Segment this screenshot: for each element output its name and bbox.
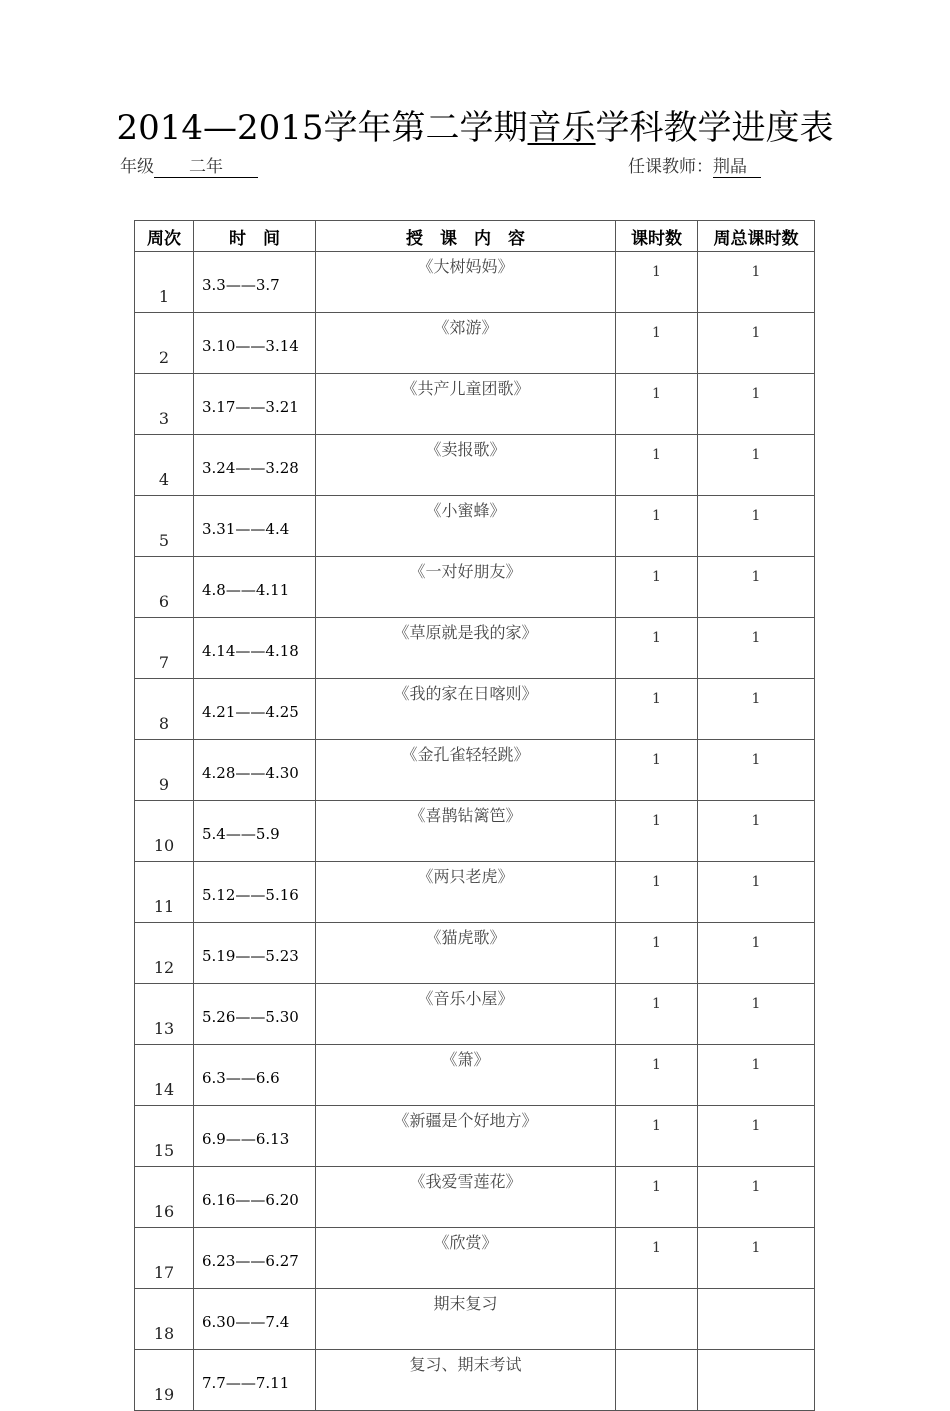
header-row bbox=[135, 221, 815, 252]
hours-cell: 1 bbox=[616, 801, 698, 862]
weekly-total-cell: 1 bbox=[698, 1045, 815, 1106]
table-row bbox=[135, 862, 815, 923]
weekly-total-cell: 1 bbox=[698, 374, 815, 435]
hours-cell: 1 bbox=[616, 313, 698, 374]
week-cell: 19 bbox=[135, 1350, 194, 1411]
content-cell: 《大树妈妈》 bbox=[316, 252, 616, 313]
table-row bbox=[135, 679, 815, 740]
table-row bbox=[135, 618, 815, 679]
weekly-total-cell: 1 bbox=[698, 1167, 815, 1228]
weekly-total-cell: 1 bbox=[698, 313, 815, 374]
time-cell: 5.12——5.16 bbox=[194, 862, 316, 923]
weekly-total-cell: 1 bbox=[698, 435, 815, 496]
week-cell: 5 bbox=[135, 496, 194, 557]
hours-cell: 1 bbox=[616, 679, 698, 740]
hours-cell: 1 bbox=[616, 496, 698, 557]
weekly-total-cell: 1 bbox=[698, 618, 815, 679]
grade-value: 二年 bbox=[154, 152, 258, 178]
hours-cell: 1 bbox=[616, 984, 698, 1045]
table-row bbox=[135, 1045, 815, 1106]
week-cell: 16 bbox=[135, 1167, 194, 1228]
time-cell: 6.23——6.27 bbox=[194, 1228, 316, 1289]
time-cell: 4.14——4.18 bbox=[194, 618, 316, 679]
week-cell: 1 bbox=[135, 252, 194, 313]
table-row bbox=[135, 740, 815, 801]
week-cell: 4 bbox=[135, 435, 194, 496]
table-row bbox=[135, 252, 815, 313]
hours-cell: 1 bbox=[616, 740, 698, 801]
time-cell: 6.16——6.20 bbox=[194, 1167, 316, 1228]
hours-cell: 1 bbox=[616, 557, 698, 618]
week-cell: 8 bbox=[135, 679, 194, 740]
hours-cell: 1 bbox=[616, 923, 698, 984]
time-cell: 5.19——5.23 bbox=[194, 923, 316, 984]
content-cell: 《草原就是我的家》 bbox=[316, 618, 616, 679]
hours-cell: 1 bbox=[616, 1106, 698, 1167]
hours-cell: 1 bbox=[616, 252, 698, 313]
weekly-total-cell: 1 bbox=[698, 1106, 815, 1167]
title-subject: 音乐 bbox=[527, 108, 596, 148]
hours-cell bbox=[616, 1350, 698, 1411]
content-cell: 《一对好朋友》 bbox=[316, 557, 616, 618]
table-row bbox=[135, 374, 815, 435]
hours-cell: 1 bbox=[616, 618, 698, 679]
week-cell: 15 bbox=[135, 1106, 194, 1167]
weekly-total-cell: 1 bbox=[698, 801, 815, 862]
table-row bbox=[135, 1289, 815, 1350]
time-cell: 6.3——6.6 bbox=[194, 1045, 316, 1106]
table-row bbox=[135, 1106, 815, 1167]
content-cell: 期末复习 bbox=[316, 1289, 616, 1350]
content-cell: 《我的家在日喀则》 bbox=[316, 679, 616, 740]
week-cell: 13 bbox=[135, 984, 194, 1045]
hours-cell bbox=[616, 1289, 698, 1350]
week-cell: 3 bbox=[135, 374, 194, 435]
week-cell: 12 bbox=[135, 923, 194, 984]
week-cell: 9 bbox=[135, 740, 194, 801]
time-cell: 4.21——4.25 bbox=[194, 679, 316, 740]
hours-cell: 1 bbox=[616, 862, 698, 923]
page-title bbox=[0, 100, 950, 149]
content-cell: 《音乐小屋》 bbox=[316, 984, 616, 1045]
table-row bbox=[135, 496, 815, 557]
week-cell: 6 bbox=[135, 557, 194, 618]
content-cell: 《新疆是个好地方》 bbox=[316, 1106, 616, 1167]
grade-label: 年级 bbox=[120, 157, 154, 177]
content-cell: 《箫》 bbox=[316, 1045, 616, 1106]
content-cell: 《猫虎歌》 bbox=[316, 923, 616, 984]
weekly-total-cell: 1 bbox=[698, 984, 815, 1045]
week-cell: 11 bbox=[135, 862, 194, 923]
hours-cell: 1 bbox=[616, 1045, 698, 1106]
content-cell: 《我爱雪莲花》 bbox=[316, 1167, 616, 1228]
time-cell: 3.10——3.14 bbox=[194, 313, 316, 374]
weekly-total-cell bbox=[698, 1350, 815, 1411]
week-cell: 14 bbox=[135, 1045, 194, 1106]
weekly-total-cell: 1 bbox=[698, 252, 815, 313]
table-row bbox=[135, 313, 815, 374]
time-cell: 4.28——4.30 bbox=[194, 740, 316, 801]
hours-cell: 1 bbox=[616, 1228, 698, 1289]
table-row bbox=[135, 1167, 815, 1228]
weekly-total-cell bbox=[698, 1289, 815, 1350]
teacher-label: 任课教师： bbox=[628, 157, 713, 177]
weekly-total-cell: 1 bbox=[698, 1228, 815, 1289]
header-hours: 课时数 bbox=[616, 221, 698, 252]
hours-cell: 1 bbox=[616, 435, 698, 496]
time-cell: 3.31——4.4 bbox=[194, 496, 316, 557]
content-cell: 《郊游》 bbox=[316, 313, 616, 374]
time-cell: 4.8——4.11 bbox=[194, 557, 316, 618]
header-week: 周次 bbox=[135, 221, 194, 252]
weekly-total-cell: 1 bbox=[698, 679, 815, 740]
weekly-total-cell: 1 bbox=[698, 862, 815, 923]
table-row bbox=[135, 435, 815, 496]
schedule-table bbox=[134, 220, 815, 1411]
time-cell: 6.9——6.13 bbox=[194, 1106, 316, 1167]
title-prefix: 2014—2015学年第二学期 bbox=[116, 108, 528, 148]
weekly-total-cell: 1 bbox=[698, 557, 815, 618]
header-weekly-total: 周总课时数 bbox=[698, 221, 815, 252]
week-cell: 7 bbox=[135, 618, 194, 679]
table-row bbox=[135, 923, 815, 984]
table-row bbox=[135, 557, 815, 618]
content-cell: 《喜鹊钻篱笆》 bbox=[316, 801, 616, 862]
week-cell: 2 bbox=[135, 313, 194, 374]
week-cell: 17 bbox=[135, 1228, 194, 1289]
title-suffix: 学科教学进度表 bbox=[595, 108, 834, 148]
header-content: 授 课 内 容 bbox=[316, 221, 616, 252]
content-cell: 《卖报歌》 bbox=[316, 435, 616, 496]
content-cell: 《小蜜蜂》 bbox=[316, 496, 616, 557]
content-cell: 复习、期末考试 bbox=[316, 1350, 616, 1411]
time-cell: 6.30——7.4 bbox=[194, 1289, 316, 1350]
time-cell: 5.4——5.9 bbox=[194, 801, 316, 862]
table-row bbox=[135, 1228, 815, 1289]
week-cell: 18 bbox=[135, 1289, 194, 1350]
time-cell: 3.3——3.7 bbox=[194, 252, 316, 313]
content-cell: 《两只老虎》 bbox=[316, 862, 616, 923]
content-cell: 《欣赏》 bbox=[316, 1228, 616, 1289]
grade-line bbox=[120, 152, 258, 178]
teacher-value: 荆晶 bbox=[713, 152, 761, 178]
schedule-body bbox=[135, 252, 815, 1411]
content-cell: 《金孔雀轻轻跳》 bbox=[316, 740, 616, 801]
hours-cell: 1 bbox=[616, 1167, 698, 1228]
header-time: 时 间 bbox=[194, 221, 316, 252]
table-row bbox=[135, 984, 815, 1045]
weekly-total-cell: 1 bbox=[698, 923, 815, 984]
weekly-total-cell: 1 bbox=[698, 496, 815, 557]
time-cell: 5.26——5.30 bbox=[194, 984, 316, 1045]
hours-cell: 1 bbox=[616, 374, 698, 435]
teacher-line bbox=[628, 152, 761, 178]
table-row bbox=[135, 1350, 815, 1411]
table-row bbox=[135, 801, 815, 862]
time-cell: 3.17——3.21 bbox=[194, 374, 316, 435]
weekly-total-cell: 1 bbox=[698, 740, 815, 801]
time-cell: 7.7——7.11 bbox=[194, 1350, 316, 1411]
week-cell: 10 bbox=[135, 801, 194, 862]
time-cell: 3.24——3.28 bbox=[194, 435, 316, 496]
content-cell: 《共产儿童团歌》 bbox=[316, 374, 616, 435]
